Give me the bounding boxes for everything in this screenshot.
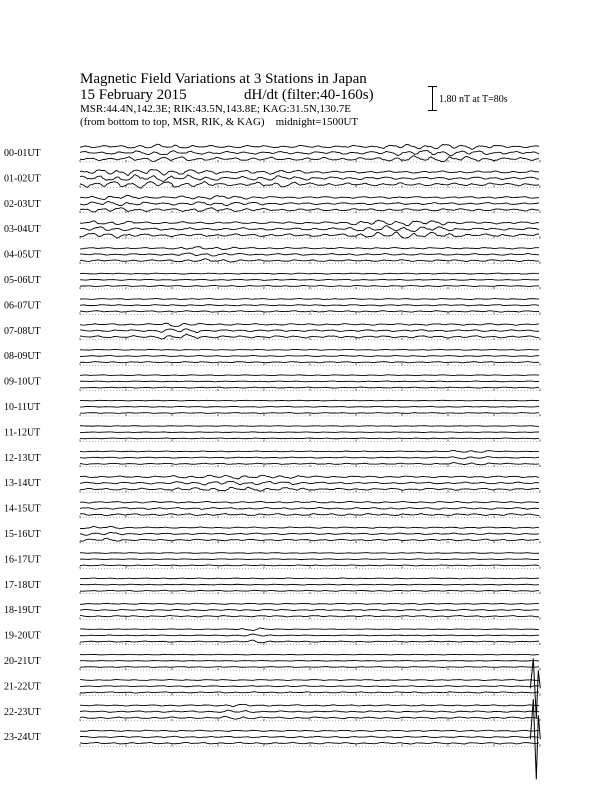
trace-MSR xyxy=(80,538,539,541)
hour-row-05-06UT xyxy=(4,273,540,289)
hour-label: 20-21UT xyxy=(4,656,41,667)
trace-MSR xyxy=(80,692,539,693)
trace-RIK xyxy=(80,634,539,636)
trace-KAG xyxy=(80,526,539,528)
trace-RIK xyxy=(80,584,539,585)
trace-KAG xyxy=(80,704,539,706)
trace-RIK xyxy=(80,329,539,333)
trace-MSR xyxy=(80,463,539,465)
trace-RIK xyxy=(80,175,539,182)
hour-label: 15-16UT xyxy=(4,529,41,540)
trace-MSR xyxy=(80,181,539,188)
trace-KAG xyxy=(80,170,539,176)
trace-RIK xyxy=(80,150,539,155)
hour-label: 07-08UT xyxy=(4,325,41,337)
hour-row-07-08UT xyxy=(4,323,540,340)
trace-RIK xyxy=(80,710,539,713)
trace-RIK xyxy=(80,559,539,560)
trace-RIK xyxy=(80,661,539,662)
trace-KAG xyxy=(80,195,539,199)
chart-filter: dH/dt (filter:40-160s) xyxy=(244,87,374,103)
trace-RIK xyxy=(80,406,539,407)
hour-label: 10-11UT xyxy=(4,402,41,413)
scale-label: 1.80 nT at T=80s xyxy=(439,94,508,105)
trace-KAG xyxy=(80,578,539,579)
trace-KAG xyxy=(80,501,539,503)
trace-MSR xyxy=(80,590,539,591)
hour-label: 18-19UT xyxy=(4,605,41,617)
trace-MSR xyxy=(80,259,539,262)
trace-KAG xyxy=(80,375,539,376)
trace-MSR xyxy=(80,615,539,616)
trace-RIK xyxy=(80,381,539,382)
trace-RIK xyxy=(80,355,539,356)
hour-label: 12-13UT xyxy=(4,452,41,464)
trace-RIK xyxy=(80,457,539,459)
trace-MSR xyxy=(80,285,539,286)
trace-RIK xyxy=(80,253,539,256)
trace-RIK xyxy=(80,226,539,232)
trace-KAG xyxy=(80,654,539,655)
hour-row-11-12UT xyxy=(4,426,540,442)
trace-MSR xyxy=(80,387,539,388)
hour-label: 09-10UT xyxy=(4,376,41,388)
hour-row-20-21UT xyxy=(4,654,540,670)
trace-RIK xyxy=(80,279,539,280)
hour-row-12-13UT xyxy=(4,451,540,467)
trace-RIK xyxy=(80,736,539,737)
trace-MSR xyxy=(80,413,539,414)
trace-KAG xyxy=(80,298,539,299)
trace-MSR xyxy=(80,362,539,363)
hour-label: 04-05UT xyxy=(4,249,41,261)
trace-RIK xyxy=(80,432,539,433)
hour-label: 01-02UT xyxy=(4,173,41,185)
hour-row-04-05UT xyxy=(4,247,540,264)
trace-KAG xyxy=(80,475,539,479)
trace-RIK xyxy=(80,305,539,306)
hour-row-09-10UT xyxy=(4,375,540,391)
trace-MSR xyxy=(80,232,539,238)
hour-row-17-18UT xyxy=(4,578,540,594)
hour-row-00-01UT xyxy=(4,144,540,162)
trace-KAG xyxy=(80,144,539,149)
hour-label: 05-06UT xyxy=(4,275,41,286)
hour-row-14-15UT xyxy=(4,501,540,517)
trace-KAG xyxy=(80,603,539,604)
chart-date: 15 February 2015 xyxy=(80,87,187,103)
hour-row-23-24UT xyxy=(4,730,540,746)
trace-KAG xyxy=(80,628,539,631)
trace-KAG xyxy=(80,451,539,453)
trace-RIK xyxy=(80,507,539,509)
trace-RIK xyxy=(80,532,539,535)
hour-label: 23-24UT xyxy=(4,732,41,744)
trace-KAG xyxy=(80,426,539,427)
trace-KAG xyxy=(80,400,539,401)
trace-MSR xyxy=(80,311,539,312)
trace-MSR xyxy=(80,640,539,643)
trace-KAG xyxy=(80,323,539,326)
hour-label: 08-09UT xyxy=(4,351,41,363)
station-coordinates: MSR:44.4N,142.3E; RIK:43.5N,143.8E; KAG:31.5N,130.7E xyxy=(80,103,352,115)
hour-label: 21-22UT xyxy=(4,681,41,693)
trace-KAG xyxy=(80,273,539,274)
trace-KAG xyxy=(80,730,539,731)
hour-row-21-22UT xyxy=(4,679,540,695)
trace-KAG xyxy=(80,679,539,680)
hour-label: 17-18UT xyxy=(4,579,41,591)
trace-MSR xyxy=(80,208,539,212)
hour-row-13-14UT xyxy=(4,475,540,492)
trace-MSR xyxy=(80,334,539,339)
hour-row-06-07UT xyxy=(4,298,540,314)
hour-row-01-02UT xyxy=(4,170,540,189)
hour-label: 13-14UT xyxy=(4,478,41,490)
hour-row-03-04UT xyxy=(4,220,540,238)
hour-label: 06-07UT xyxy=(4,300,41,312)
trace-MSR xyxy=(80,742,539,744)
trace-MSR xyxy=(80,487,539,491)
trace-MSR xyxy=(80,156,539,162)
hour-row-18-19UT xyxy=(4,603,540,619)
trace-KAG xyxy=(80,247,539,250)
trace-KAG xyxy=(80,349,539,350)
hour-label: 03-04UT xyxy=(4,224,41,236)
hour-row-10-11UT xyxy=(4,400,540,416)
hour-label: 14-15UT xyxy=(4,503,41,515)
trace-MSR xyxy=(80,667,539,668)
trace-MSR xyxy=(80,565,539,566)
hour-row-19-20UT xyxy=(4,628,540,645)
hour-row-22-23UT xyxy=(4,704,540,721)
trace-RIK xyxy=(80,686,539,687)
chart-title: Magnetic Field Variations at 3 Stations in Japan xyxy=(80,71,367,87)
trace-MSR xyxy=(80,514,539,516)
station-order-note: (from bottom to top, MSR, RIK, & KAG) xyxy=(80,116,265,128)
trace-RIK xyxy=(80,609,539,610)
hour-row-08-09UT xyxy=(4,349,540,365)
trace-MSR xyxy=(80,438,539,439)
trace-KAG xyxy=(80,220,539,226)
trace-RIK xyxy=(80,202,539,206)
trace-MSR xyxy=(80,716,539,719)
hour-label: 22-23UT xyxy=(4,706,41,718)
hour-label: 02-03UT xyxy=(4,198,41,210)
trace-KAG xyxy=(80,553,539,554)
trace-RIK xyxy=(80,481,539,485)
hour-row-02-03UT xyxy=(4,195,540,212)
hour-label: 11-12UT xyxy=(4,427,41,439)
hour-label: 00-01UT xyxy=(4,148,41,159)
hour-row-15-16UT xyxy=(4,526,540,543)
hour-label: 16-17UT xyxy=(4,554,41,566)
hour-row-16-17UT xyxy=(4,553,540,569)
midnight-note: midnight=1500UT xyxy=(275,116,359,128)
hour-label: 19-20UT xyxy=(4,630,41,642)
